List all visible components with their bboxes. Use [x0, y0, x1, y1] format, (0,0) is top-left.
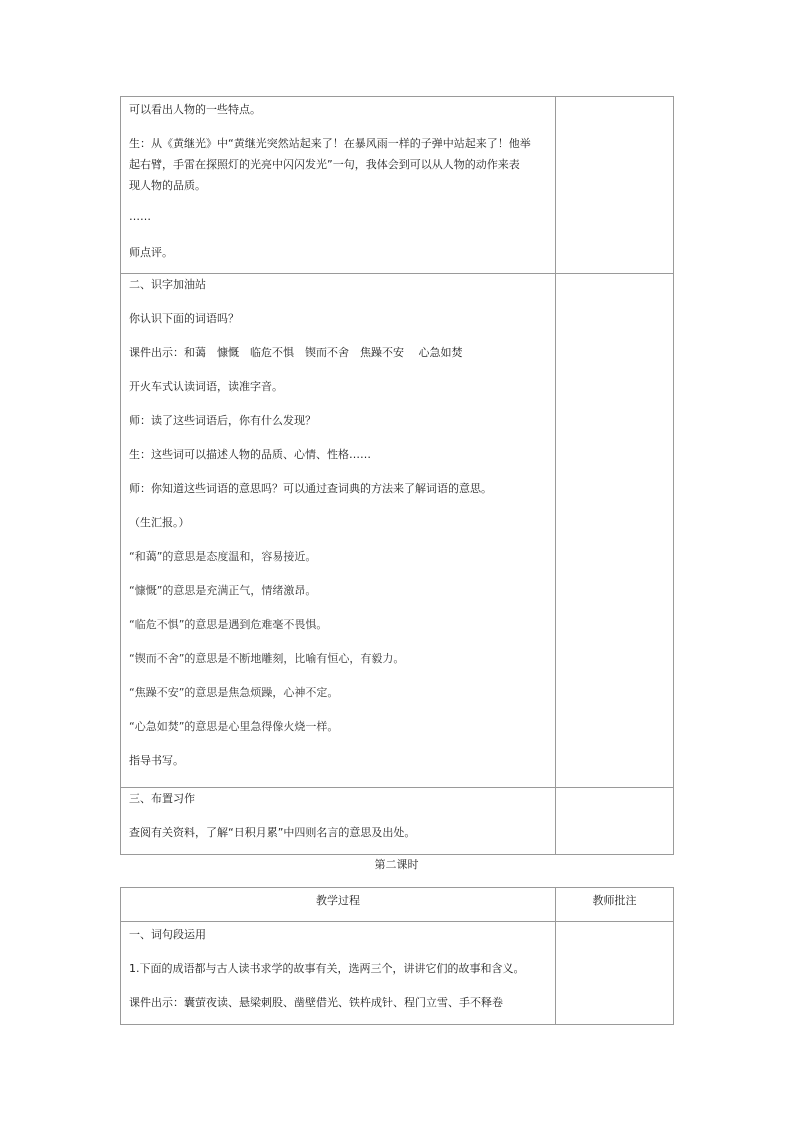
text-line: 起右臂，手雷在探照灯的光亮中闪闪发光”一句，我体会到可以从人物的动作来表 [129, 158, 520, 171]
lesson-table-part2 [120, 887, 674, 1025]
process-cell [121, 274, 556, 788]
text-line: （生汇报。） [129, 516, 190, 529]
text-line: 你认识下面的词语吗？ [129, 312, 239, 325]
process-cell [121, 922, 556, 1025]
text-line: 师点评。 [129, 246, 173, 259]
text-line: 课件出示：囊萤夜读、悬梁刺股、凿壁借光、铁杵成针、程门立雪、手不释卷 [129, 996, 503, 1009]
annotation-cell [556, 922, 674, 1025]
text-line: “心急如焚”的意思是心里急得像火烧一样。 [129, 720, 339, 733]
text-line: “和蔼”的意思是态度温和，容易接近。 [129, 550, 317, 563]
text-line: “临危不惧”的意思是遇到危难毫不畏惧。 [129, 618, 328, 631]
process-cell [121, 97, 556, 274]
text-line: 1.下面的成语都与古人读书求学的故事有关，选两三个，讲讲它们的故事和含义。 [129, 962, 525, 975]
table-row [121, 922, 674, 1025]
lesson-caption: 第二课时 [374, 858, 419, 871]
annotation-cell [556, 788, 674, 855]
annotation-cell [556, 97, 674, 274]
text-line: 可以看出人物的一些特点。 [129, 103, 261, 116]
header-annotation: 教师批注 [556, 888, 674, 922]
table-row [121, 788, 674, 855]
text-line: 开火车式认读词语，读准字音。 [129, 380, 283, 393]
text-line: “慷慨”的意思是充满正气，情绪激昂。 [129, 584, 317, 597]
lesson-table-part1 [120, 96, 674, 855]
text-line: …… [129, 210, 151, 223]
process-cell [121, 788, 556, 855]
text-line: 现人物的品质。 [129, 179, 206, 192]
table-header-row [121, 888, 674, 922]
section-heading: 三、布置习作 [129, 792, 195, 805]
text-line: 师：读了这些词语后，你有什么发现？ [129, 414, 316, 427]
text-line: 指导书写。 [129, 754, 184, 767]
table-row [121, 274, 674, 788]
text-line: “锲而不舍”的意思是不断地雕刻，比喻有恒心，有毅力。 [129, 652, 405, 665]
annotation-cell [556, 274, 674, 788]
section-heading: 二、识字加油站 [129, 278, 206, 291]
section-heading: 一、词句段运用 [129, 928, 206, 941]
table-row [121, 97, 674, 274]
text-line: “焦躁不安”的意思是焦急烦躁，心神不定。 [129, 686, 339, 699]
header-process: 教学过程 [121, 888, 556, 922]
text-line: 查阅有关资料，了解“日积月累”中四则名言的意思及出处。 [129, 826, 416, 839]
text-line: 师：你知道这些词语的意思吗？可以通过查词典的方法来了解词语的意思。 [129, 482, 492, 495]
text-line: 生：这些词可以描述人物的品质、心情、性格…… [129, 448, 371, 461]
text-line: 课件出示：和蔼 慷慨 临危不惧 锲而不舍 焦躁不安 心急如焚 [129, 346, 463, 359]
text-line: 生：从《黄继光》中“黄继光突然站起来了！在暴风雨一样的子弹中站起来了！他举 [129, 137, 531, 150]
